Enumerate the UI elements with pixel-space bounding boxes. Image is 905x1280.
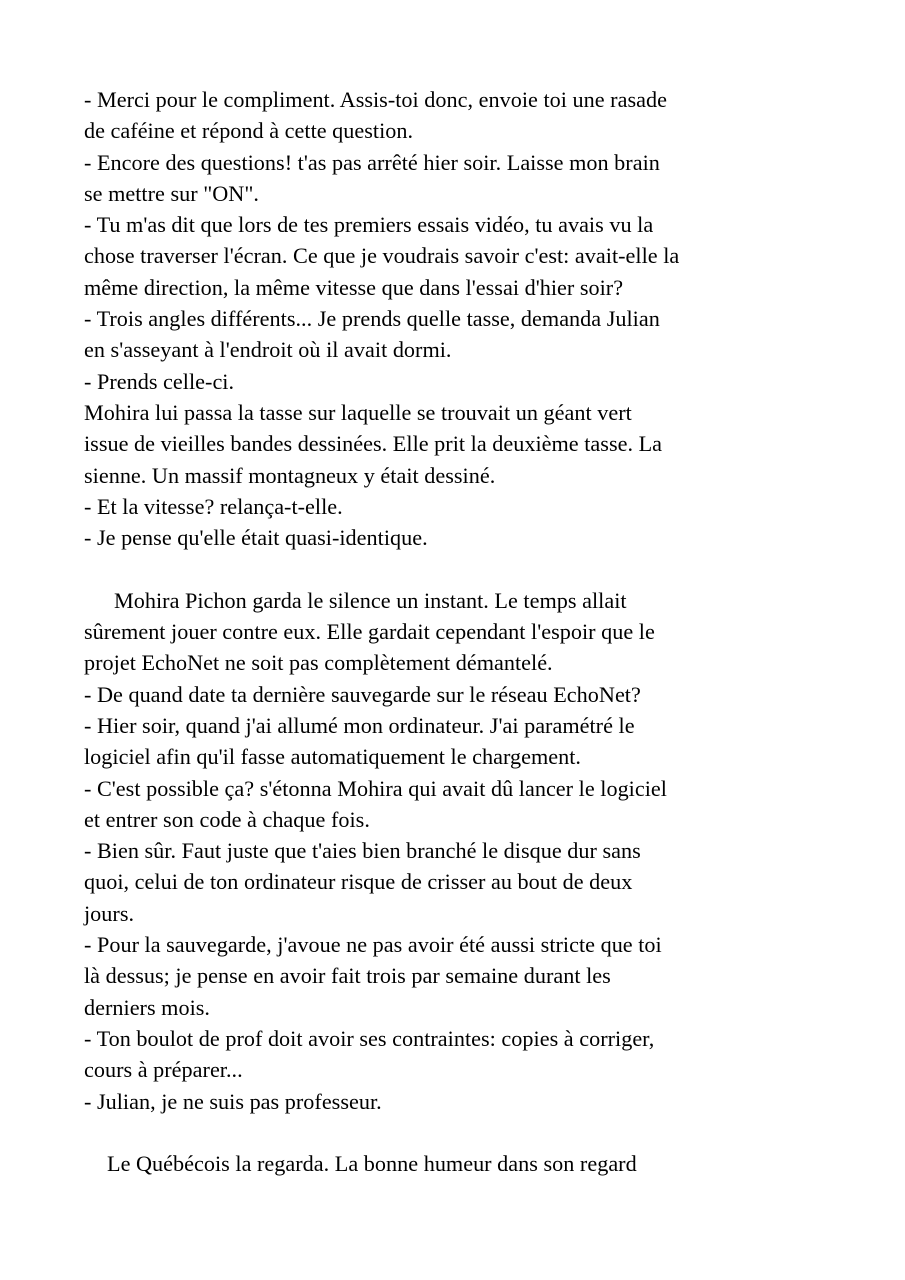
text-line: - Trois angles différents... Je prends quelle tasse, demanda Julian — [84, 306, 660, 332]
text-line: sûrement jouer contre eux. Elle gardait cependant l'espoir que le — [84, 619, 655, 645]
text-line: - Merci pour le compliment. Assis-toi donc, envoie toi une rasade — [84, 87, 667, 112]
text-line: - De quand date ta dernière sauvegarde sur le réseau EchoNet? — [84, 681, 641, 707]
text-line: derniers mois. — [84, 994, 210, 1020]
narrative-block-2 — [84, 585, 824, 1117]
paragraph-spacer — [84, 1117, 824, 1148]
body-text-column — [84, 84, 824, 1179]
text-line: sienne. Un massif montagneux y était dessiné. — [84, 462, 496, 488]
text-line: logiciel afin qu'il fasse automatiquement le chargement. — [84, 744, 581, 770]
text-line: Mohira Pichon garda le silence un instant. Le temps allait — [114, 587, 627, 613]
text-line: projet EchoNet ne soit pas complètement démantelé. — [84, 650, 553, 676]
text-line: là dessus; je pense en avoir fait trois par semaine durant les — [84, 963, 611, 989]
text-line: chose traverser l'écran. Ce que je voudrais savoir c'est: avait-elle la — [84, 243, 680, 269]
text-line: - Bien sûr. Faut juste que t'aies bien branché le disque dur sans — [84, 838, 641, 864]
text-line: même direction, la même vitesse que dans l'essai d'hier soir? — [84, 274, 624, 300]
text-line: - Ton boulot de prof doit avoir ses contraintes: copies à corriger, — [84, 1025, 655, 1051]
text-line: issue de vieilles bandes dessinées. Elle prit la deuxième tasse. La — [84, 431, 663, 457]
text-line: - Julian, je ne suis pas professeur. — [84, 1088, 382, 1114]
text-line: - Je pense qu'elle était quasi-identique. — [84, 525, 428, 551]
text-line: de caféine et répond à cette question. — [84, 118, 414, 144]
text-line: jours. — [84, 900, 135, 926]
text-line: en s'asseyant à l'endroit où il avait dormi. — [84, 337, 452, 363]
text-line: - Et la vitesse? relança-t-elle. — [84, 493, 343, 519]
text-line: - Tu m'as dit que lors de tes premiers essais vidéo, tu avais vu la — [84, 212, 654, 238]
text-line: et entrer son code à chaque fois. — [84, 806, 370, 832]
dialogue-block-1 — [84, 84, 824, 553]
narrative-block-3 — [84, 1148, 824, 1179]
text-line: - Prends celle-ci. — [84, 368, 235, 394]
text-line: Le Québécois la regarda. La bonne humeur dans son regard — [107, 1151, 637, 1177]
text-line: cours à préparer... — [84, 1057, 243, 1083]
text-line: - Pour la sauvegarde, j'avoue ne pas avoir été aussi stricte que toi — [84, 932, 662, 958]
text-line: - Hier soir, quand j'ai allumé mon ordinateur. J'ai paramétré le — [84, 712, 635, 738]
text-line: - Encore des questions! t'as pas arrêté hier soir. Laisse mon brain — [84, 149, 660, 175]
paragraph-spacer — [84, 553, 824, 584]
text-line: Mohira lui passa la tasse sur laquelle se trouvait un géant vert — [84, 399, 632, 425]
text-line: - C'est possible ça? s'étonna Mohira qui avait dû lancer le logiciel — [84, 775, 667, 801]
text-line: se mettre sur "ON". — [84, 180, 259, 206]
text-line: quoi, celui de ton ordinateur risque de crisser au bout de deux — [84, 869, 633, 895]
